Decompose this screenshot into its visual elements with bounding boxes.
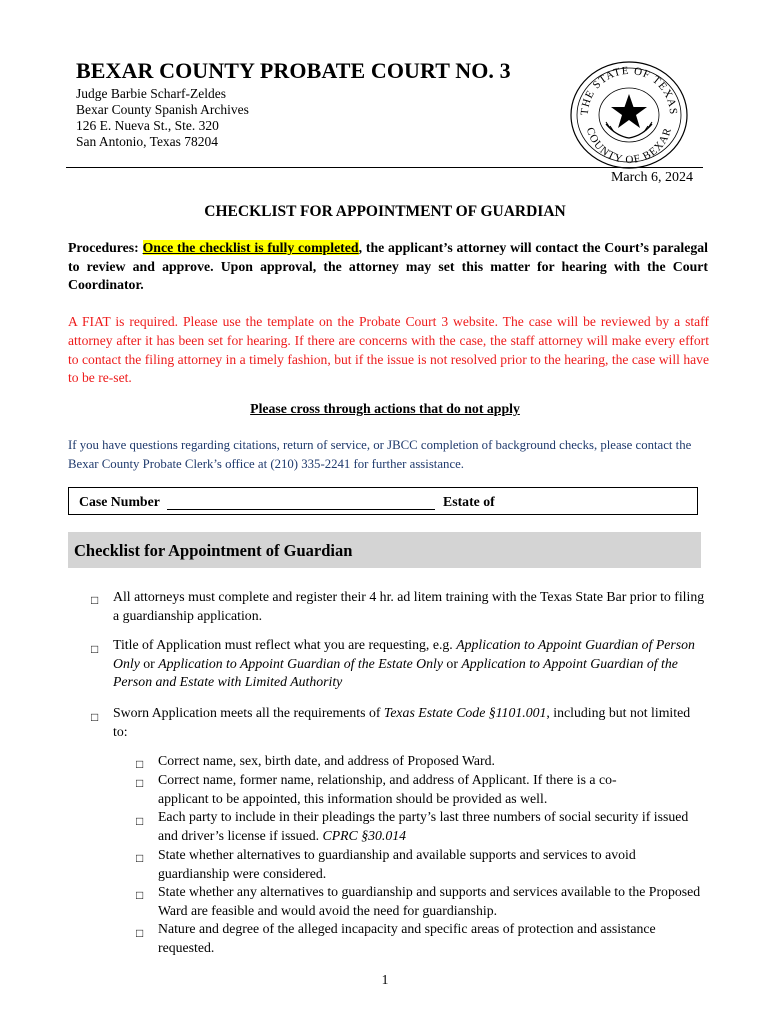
star-icon — [611, 94, 647, 128]
procedures-label: Procedures: — [68, 240, 143, 255]
seal-bottom-text: COUNTY OF BEXAR — [583, 126, 675, 167]
item-example-both: Application to Appoint Guardian of the Person and Estate with Limited Authority — [113, 655, 678, 689]
procedures-text: , the applicant’s attorney will contact the Court’s paralegal to review and approve. Upon approval, the attorney may set this matter for hearing with the Court Coordinator. — [68, 240, 708, 292]
estate-of-label: Estate of — [443, 494, 495, 509]
judge-name: Judge Barbie Scharf-Zeldes — [76, 86, 226, 101]
checklist-item-title — [113, 636, 709, 692]
case-info-box — [68, 487, 698, 515]
section-title: Checklist for Appointment of Guardian — [74, 541, 353, 560]
procedures-highlight: Once the checklist is fully completed — [142, 240, 359, 255]
checkbox-incapacity[interactable]: □ — [136, 926, 144, 940]
seal-top-text: THE STATE OF TEXAS — [578, 64, 680, 116]
checklist-item-sworn-application — [113, 704, 703, 741]
section-header — [68, 532, 701, 568]
item-example-person: Application to Appoint Guardian of Person Only — [113, 637, 695, 671]
address-line-street: 126 E. Nueva St., Ste. 320 — [76, 118, 219, 133]
case-number-field[interactable] — [167, 509, 435, 510]
item-text-end: , including but not limited to: — [113, 705, 691, 739]
document-title: CHECKLIST FOR APPOINTMENT OF GUARDIAN — [204, 203, 566, 220]
item-citation: CPRC §30.014 — [322, 827, 407, 843]
checklist-item-training — [113, 588, 713, 625]
document-date: March 6, 2024 — [610, 170, 693, 185]
questions-note: If you have questions regarding citations, return of service, or JBCC completion of background checks, please contact the Bexar County Probate Clerk’s office at (210) 335-2241 for further assistance. — [68, 438, 692, 471]
checkbox-alternatives-considered[interactable]: □ — [136, 851, 144, 865]
item-or: or — [139, 655, 159, 671]
checkbox-alternatives-feasible[interactable]: □ — [136, 888, 144, 902]
subitem-ward-info: Correct name, sex, birth date, and address of Proposed Ward. — [158, 753, 495, 768]
checkbox-sworn-application[interactable]: □ — [91, 710, 99, 724]
procedures-paragraph — [68, 239, 708, 295]
header-rule — [66, 167, 703, 168]
item-text: Title of Application must reflect what you are requesting, e.g. — [113, 637, 457, 652]
subitem-alternatives-feasible: State whether any alternatives to guardianship and supports and services available to the Proposed Ward are feasible and would avoid the need for guardianship. — [158, 884, 701, 918]
item-example-estate: Application to Appoint Guardian of the Estate Only — [158, 655, 443, 671]
cross-through-note: Please cross through actions that do not apply — [250, 401, 520, 416]
checkbox-applicant-info[interactable]: □ — [136, 776, 144, 790]
subitem-alternatives-considered: State whether alternatives to guardianship and available supports and services to avoid guardianship were considered. — [158, 847, 636, 881]
item-text: All attorneys must complete and register their 4 hr. ad litem training with the Texas State Bar prior to filing a guardianship application. — [113, 589, 705, 623]
checkbox-ward-info[interactable]: □ — [136, 757, 144, 771]
item-or: or — [442, 655, 462, 671]
checkbox-party-ids[interactable]: □ — [136, 814, 144, 828]
item-text: Sworn Application meets all the requirements of — [113, 705, 384, 720]
fiat-notice: A FIAT is required. Please use the template on the Probate Court 3 website. The case will be reviewed by a staff attorney after it has been set for hearing. If there are concerns with the case, the staff attorney will make every effort to contact the filing attorney in a timely fashion, but if the issue is not resolved prior to the hearing, the case will have to be re-set. — [68, 314, 709, 386]
county-seal — [566, 58, 692, 172]
address-line-building: Bexar County Spanish Archives — [76, 102, 249, 117]
item-citation: Texas Estate Code §1101.001 — [383, 705, 547, 720]
subitem-party-ids — [158, 808, 706, 845]
subitem-applicant-info: Correct name, former name, relationship, and address of Applicant. If there is a co-applicant to be appointed, this information should be provided as well. — [158, 772, 617, 806]
page-number: 1 — [381, 972, 389, 987]
checkbox-title[interactable]: □ — [91, 642, 99, 656]
subitem-incapacity: Nature and degree of the alleged incapacity and specific areas of protection and assistance requested. — [158, 921, 656, 955]
address-line-city: San Antonio, Texas 78204 — [76, 134, 219, 149]
item-text: Each party to include in their pleadings the party’s last three numbers of social security if issued and driver’s license if issued. — [158, 809, 689, 843]
checkbox-training[interactable]: □ — [91, 593, 99, 607]
case-number-label: Case Number — [79, 494, 160, 509]
court-name: BEXAR COUNTY PROBATE COURT NO. 3 — [76, 58, 511, 83]
